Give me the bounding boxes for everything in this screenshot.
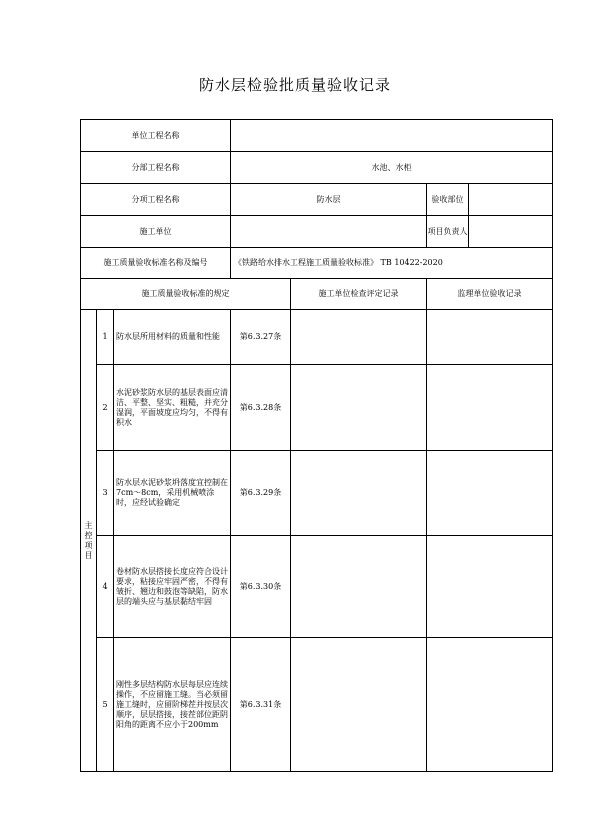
supervision-header: 监理单位验收记录 — [427, 279, 553, 310]
standard-label: 施工质量验收标准名称及编号 — [81, 248, 231, 279]
item-number: 5 — [97, 638, 114, 772]
regulation-header: 施工质量验收标准的规定 — [81, 279, 291, 310]
row-division — [81, 152, 553, 184]
item-clause: 第6.3.27条 — [231, 310, 291, 365]
standard-value: 《铁路给水排水工程施工质量验收标准》 TB 10422-2020 — [231, 248, 553, 279]
item-row — [81, 638, 553, 772]
item-row — [81, 451, 553, 536]
inspection-record-table — [80, 119, 553, 772]
manager-label: 项目负责人 — [427, 216, 469, 248]
item-clause: 第6.3.30条 — [231, 536, 291, 638]
item-number: 1 — [97, 310, 114, 365]
item-text: 卷材防水层搭接长度应符合设计要求，粘接应牢固严密，不得有皱折、翘边和鼓泡等缺陷，防水层的端头应与基层黏结牢固 — [114, 536, 231, 638]
category-cell — [81, 310, 97, 772]
item-row — [81, 310, 553, 365]
inspection-cell[interactable] — [291, 365, 427, 451]
item-number: 2 — [97, 365, 114, 451]
inspection-cell[interactable] — [291, 310, 427, 365]
item-row — [81, 365, 553, 451]
acceptance-part-label: 验收部位 — [427, 184, 469, 216]
manager-value[interactable] — [469, 216, 553, 248]
item-clause: 第6.3.29条 — [231, 451, 291, 536]
item-text: 防水层所用材料的质量和性能 — [114, 310, 231, 365]
row-headers — [81, 279, 553, 310]
unit-project-value[interactable] — [231, 120, 553, 152]
inspection-cell[interactable] — [291, 451, 427, 536]
row-constructor — [81, 216, 553, 248]
inspection-header: 施工单位检查评定记录 — [291, 279, 427, 310]
acceptance-part-value[interactable] — [469, 184, 553, 216]
supervision-cell[interactable] — [427, 365, 553, 451]
subitem-value[interactable]: 防水层 — [231, 184, 427, 216]
page-title: 防水层检验批质量验收记录 — [198, 76, 391, 94]
inspection-cell[interactable] — [291, 638, 427, 772]
subitem-label: 分项工程名称 — [81, 184, 231, 216]
row-subitem — [81, 184, 553, 216]
constructor-value[interactable] — [231, 216, 427, 248]
item-text: 防水层水泥砂浆坍落度宜控制在7cm～8cm，采用机械喷涂时，应经试验确定 — [114, 451, 231, 536]
item-clause: 第6.3.31条 — [231, 638, 291, 772]
row-standard — [81, 248, 553, 279]
supervision-cell[interactable] — [427, 638, 553, 772]
division-label: 分部工程名称 — [81, 152, 231, 184]
row-unit-project — [81, 120, 553, 152]
constructor-label: 施工单位 — [81, 216, 231, 248]
supervision-cell[interactable] — [427, 536, 553, 638]
item-clause: 第6.3.28条 — [231, 365, 291, 451]
item-number: 3 — [97, 451, 114, 536]
supervision-cell[interactable] — [427, 310, 553, 365]
division-value[interactable]: 水池、水柜 — [231, 152, 553, 184]
item-number: 4 — [97, 536, 114, 638]
item-row — [81, 536, 553, 638]
supervision-cell[interactable] — [427, 451, 553, 536]
unit-project-label: 单位工程名称 — [81, 120, 231, 152]
item-text: 刚性多层结构防水层每层应连续操作，不应留施工缝。当必须留施工缝时，应留阶梯茬并按层次顺序，层层搭接，接茬部位距阴阳角的距离不应小于200mm — [114, 638, 231, 772]
item-text: 水泥砂浆防水层的基层表面应清洁、平整、坚实、粗糙，并充分湿润，平面坡度应均匀，不得有积水 — [114, 365, 231, 451]
inspection-cell[interactable] — [291, 536, 427, 638]
category-label: 主控项目 — [84, 520, 93, 560]
